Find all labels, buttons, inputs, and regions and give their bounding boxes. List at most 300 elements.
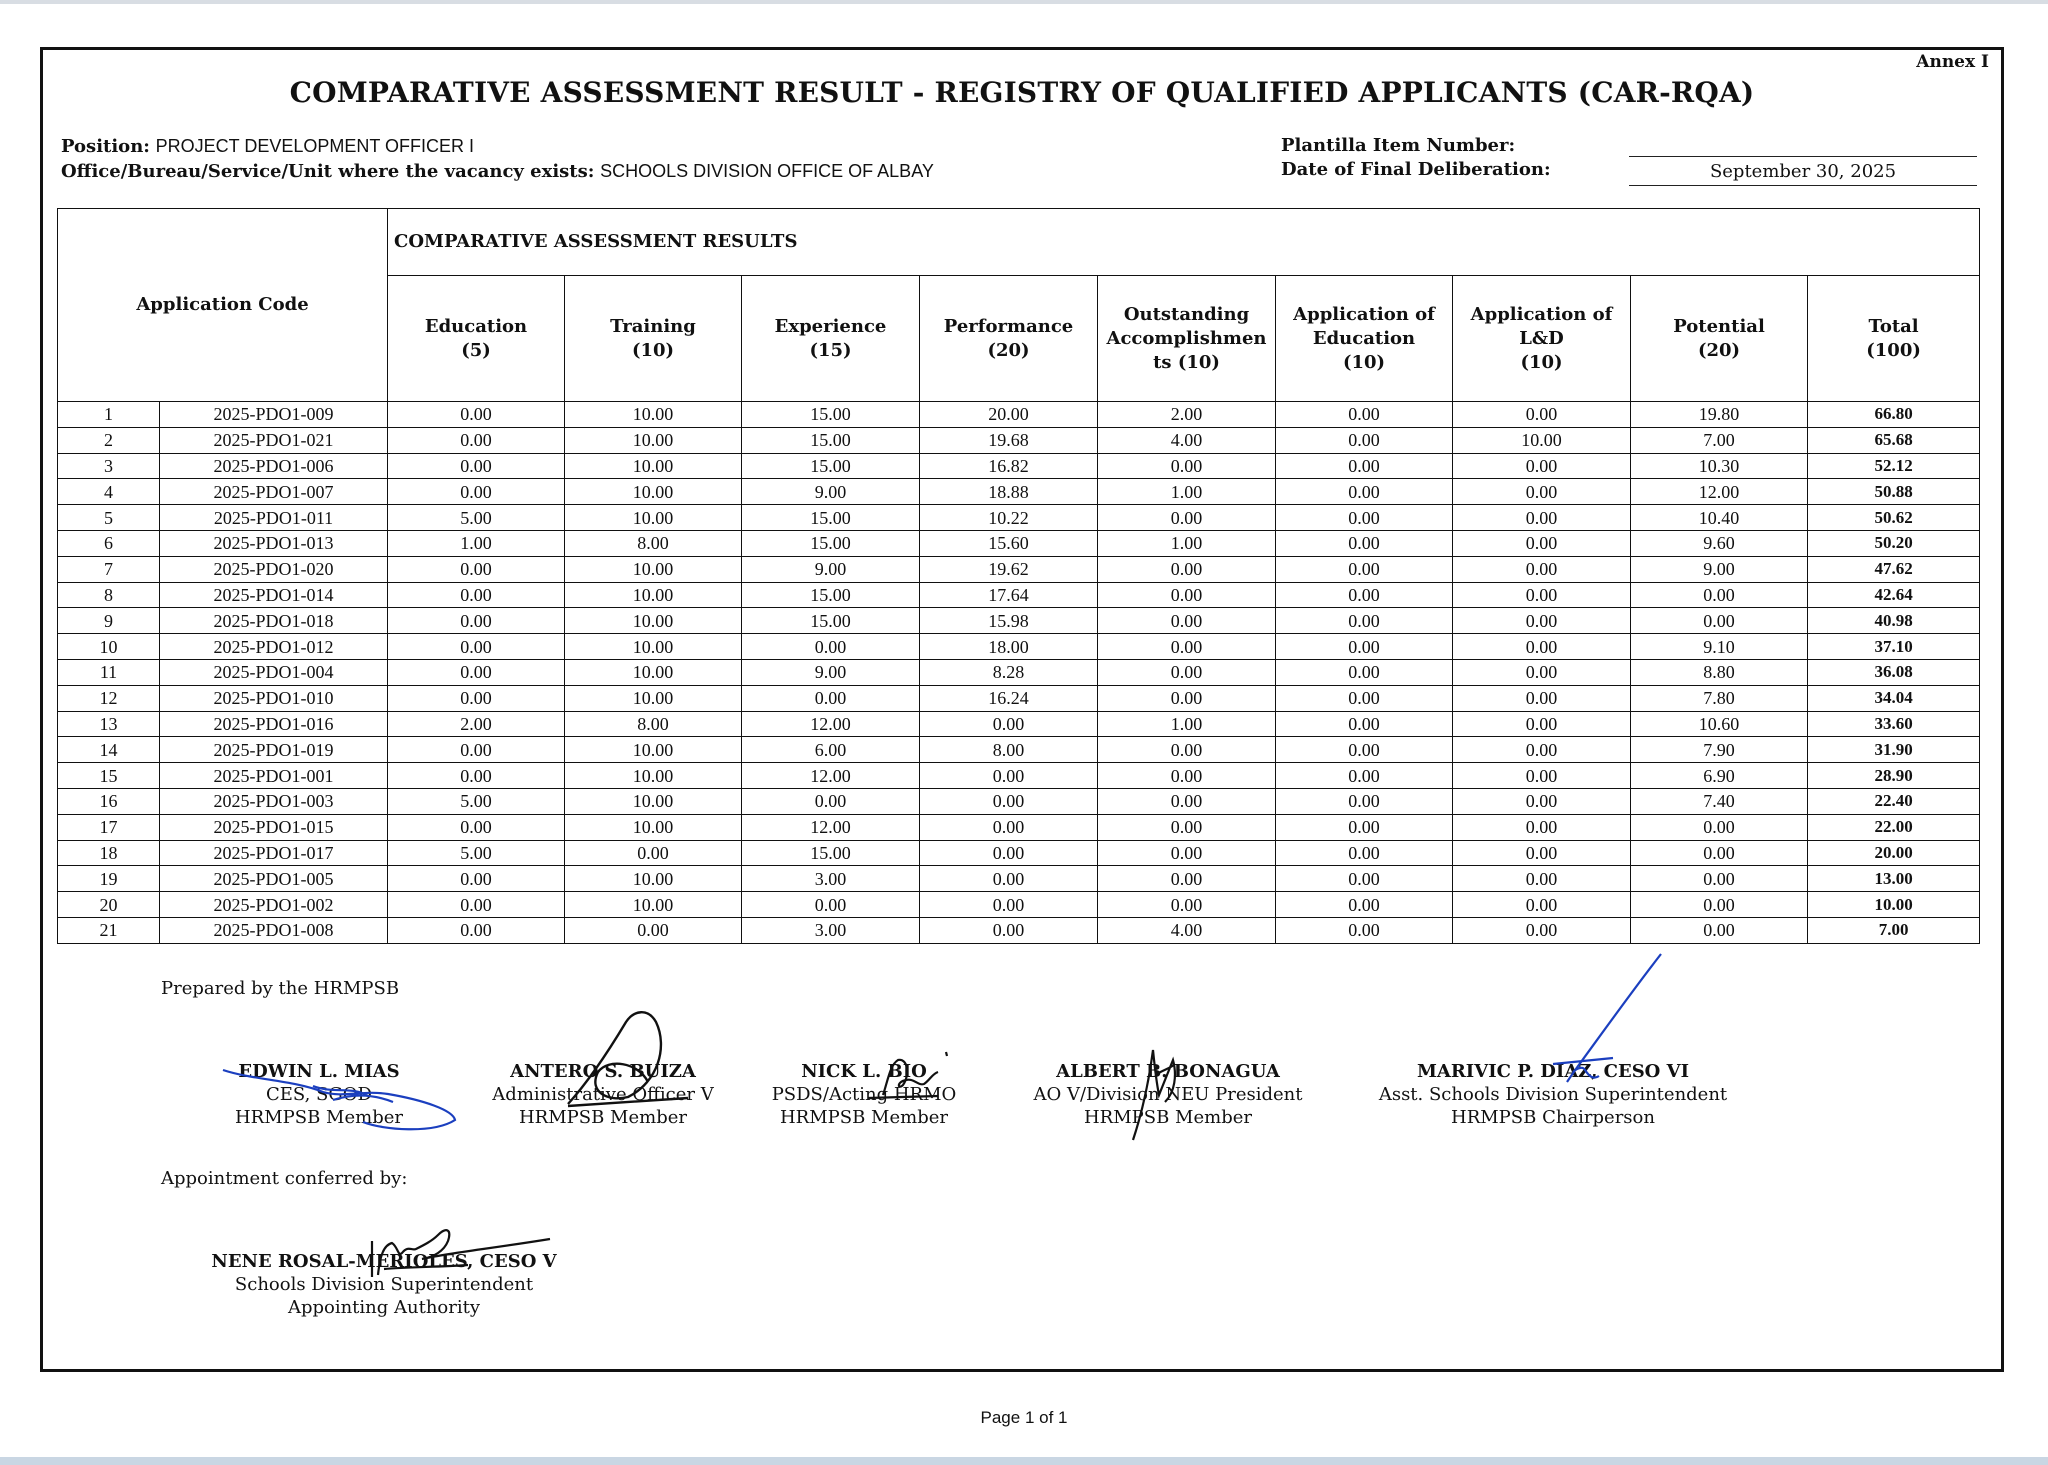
table-row	[58, 711, 1980, 737]
prepared-by-label: Prepared by the HRMPSB	[161, 978, 400, 999]
application-code-cell: 2025-PDO1-002	[160, 892, 388, 918]
score-cell: 0.00	[920, 711, 1098, 737]
score-cell: 10.00	[565, 556, 742, 582]
score-cell: 0.00	[1276, 402, 1453, 428]
score-cell: 9.00	[1631, 556, 1808, 582]
score-cell: 0.00	[920, 788, 1098, 814]
signatory-name: ANTERO S. BUIZA	[510, 1061, 696, 1082]
score-cell: 3.00	[742, 917, 920, 943]
rank-cell: 18	[58, 840, 160, 866]
total-cell: 10.00	[1808, 892, 1980, 918]
score-cell: 8.28	[920, 659, 1098, 685]
position-label: Position:	[61, 136, 150, 157]
score-cell: 0.00	[1098, 453, 1276, 479]
application-code-cell: 2025-PDO1-019	[160, 737, 388, 763]
total-cell: 31.90	[1808, 737, 1980, 763]
total-cell: 50.20	[1808, 530, 1980, 556]
score-cell: 8.00	[565, 711, 742, 737]
score-cell: 0.00	[388, 866, 565, 892]
rank-cell: 7	[58, 556, 160, 582]
deliberation-label: Date of Final Deliberation:	[1281, 159, 1551, 180]
column-header	[1631, 276, 1808, 402]
office-label: Office/Bureau/Service/Unit where the vacancy exists:	[61, 161, 595, 182]
score-cell: 0.00	[1276, 608, 1453, 634]
score-cell: 9.00	[742, 556, 920, 582]
table-row	[58, 530, 1980, 556]
total-cell: 36.08	[1808, 659, 1980, 685]
score-cell: 0.00	[1631, 866, 1808, 892]
authority-role: Appointing Authority	[287, 1297, 481, 1318]
document-frame	[40, 47, 2004, 1372]
score-cell: 0.00	[388, 402, 565, 428]
signature-bonagua	[1113, 1040, 1203, 1150]
score-cell: 0.00	[1631, 582, 1808, 608]
total-cell: 50.88	[1808, 479, 1980, 505]
score-cell: 7.40	[1631, 788, 1808, 814]
signatory-title: Administrative Officer V	[492, 1084, 714, 1105]
rank-cell: 19	[58, 866, 160, 892]
score-cell: 0.00	[565, 917, 742, 943]
column-header-line: ts (10)	[1153, 351, 1220, 373]
rank-cell: 4	[58, 479, 160, 505]
score-cell: 6.00	[742, 737, 920, 763]
score-cell: 18.88	[920, 479, 1098, 505]
score-cell: 15.60	[920, 530, 1098, 556]
score-cell: 10.00	[565, 866, 742, 892]
score-cell: 0.00	[1276, 685, 1453, 711]
score-cell: 4.00	[1098, 427, 1276, 453]
deliberation-value: September 30, 2025	[1629, 159, 1977, 186]
score-cell: 0.00	[1453, 737, 1631, 763]
score-cell: 0.00	[388, 582, 565, 608]
total-cell: 13.00	[1808, 866, 1980, 892]
column-header-line: Performance	[943, 315, 1074, 337]
score-cell: 0.00	[1098, 840, 1276, 866]
signature-mias	[193, 1050, 473, 1140]
score-cell: 0.00	[1098, 788, 1276, 814]
signatory-role: HRMPSB Member	[518, 1107, 687, 1128]
column-header-line: (10)	[1520, 351, 1563, 373]
column-header-line: Training	[610, 315, 696, 337]
signatory-title: PSDS/Acting HRMO	[771, 1084, 957, 1105]
score-cell: 10.00	[565, 634, 742, 660]
rank-cell: 20	[58, 892, 160, 918]
score-cell: 0.00	[388, 659, 565, 685]
score-cell: 0.00	[1276, 556, 1453, 582]
column-header-line: (5)	[461, 339, 491, 361]
rank-cell: 15	[58, 763, 160, 789]
conferred-by-label: Appointment conferred by:	[161, 1168, 408, 1189]
score-cell: 1.00	[1098, 479, 1276, 505]
column-header-line: (20)	[1697, 339, 1741, 361]
score-cell: 12.00	[742, 763, 920, 789]
score-cell: 6.90	[1631, 763, 1808, 789]
score-cell: 0.00	[1631, 814, 1808, 840]
application-code-cell: 2025-PDO1-009	[160, 402, 388, 428]
total-cell: 65.68	[1808, 427, 1980, 453]
application-code-cell: 2025-PDO1-011	[160, 505, 388, 531]
total-cell: 42.64	[1808, 582, 1980, 608]
score-cell: 0.00	[388, 763, 565, 789]
application-code-cell: 2025-PDO1-017	[160, 840, 388, 866]
column-header	[1098, 276, 1276, 402]
score-cell: 0.00	[388, 814, 565, 840]
score-cell: 0.00	[388, 427, 565, 453]
table-row	[58, 479, 1980, 505]
table-row	[58, 788, 1980, 814]
score-cell: 2.00	[1098, 402, 1276, 428]
score-cell: 0.00	[920, 892, 1098, 918]
header-right	[1281, 134, 1551, 182]
score-cell: 0.00	[1453, 479, 1631, 505]
score-cell: 12.00	[742, 711, 920, 737]
score-cell: 5.00	[388, 505, 565, 531]
score-cell: 16.82	[920, 453, 1098, 479]
signatory-role: HRMPSB Chairperson	[1451, 1107, 1655, 1128]
score-cell: 19.68	[920, 427, 1098, 453]
column-header-line: Application of	[1293, 303, 1435, 325]
score-cell: 0.00	[1276, 582, 1453, 608]
score-cell: 10.00	[565, 402, 742, 428]
rank-cell: 6	[58, 530, 160, 556]
score-cell: 15.98	[920, 608, 1098, 634]
table-row	[58, 917, 1980, 943]
score-cell: 10.60	[1631, 711, 1808, 737]
signatory-role: HRMPSB Member	[1083, 1107, 1252, 1128]
score-cell: 12.00	[1631, 479, 1808, 505]
column-header	[1808, 276, 1980, 402]
scan-bottom-edge	[0, 1457, 2048, 1465]
column-header-line: Experience	[774, 315, 887, 337]
column-header	[1276, 276, 1453, 402]
score-cell: 7.00	[1631, 427, 1808, 453]
score-cell: 0.00	[1631, 608, 1808, 634]
total-cell: 28.90	[1808, 763, 1980, 789]
score-cell: 0.00	[742, 634, 920, 660]
score-cell: 12.00	[742, 814, 920, 840]
score-cell: 0.00	[1276, 788, 1453, 814]
score-cell: 16.24	[920, 685, 1098, 711]
score-cell: 0.00	[1098, 608, 1276, 634]
total-cell: 52.12	[1808, 453, 1980, 479]
signatory-name: ALBERT B. BONAGUA	[1056, 1061, 1280, 1082]
score-cell: 1.00	[1098, 530, 1276, 556]
score-cell: 0.00	[1098, 737, 1276, 763]
score-cell: 0.00	[1098, 866, 1276, 892]
score-cell: 5.00	[388, 840, 565, 866]
plantilla-label: Plantilla Item Number:	[1281, 135, 1516, 156]
scan-top-edge	[0, 0, 2048, 4]
score-cell: 0.00	[1276, 427, 1453, 453]
rank-cell: 5	[58, 505, 160, 531]
score-cell: 15.00	[742, 608, 920, 634]
score-cell: 0.00	[920, 917, 1098, 943]
score-cell: 0.00	[1631, 840, 1808, 866]
score-cell: 0.00	[1453, 840, 1631, 866]
rank-cell: 21	[58, 917, 160, 943]
table-row	[58, 634, 1980, 660]
score-cell: 0.00	[1276, 866, 1453, 892]
total-cell: 33.60	[1808, 711, 1980, 737]
score-cell: 0.00	[1276, 453, 1453, 479]
score-cell: 10.00	[565, 582, 742, 608]
office-value: SCHOOLS DIVISION OFFICE OF ALBAY	[600, 161, 934, 181]
column-header-line: (20)	[987, 339, 1030, 361]
table-row	[58, 737, 1980, 763]
score-cell: 0.00	[1453, 866, 1631, 892]
score-cell: 15.00	[742, 453, 920, 479]
authority-title: Schools Division Superintendent	[234, 1274, 534, 1295]
column-header	[1453, 276, 1631, 402]
score-cell: 0.00	[388, 737, 565, 763]
total-cell: 34.04	[1808, 685, 1980, 711]
column-header-line: L&D	[1519, 327, 1564, 349]
score-cell: 10.22	[920, 505, 1098, 531]
rank-cell: 16	[58, 788, 160, 814]
score-cell: 3.00	[742, 866, 920, 892]
signature-bio	[848, 1050, 968, 1110]
table-row	[58, 659, 1980, 685]
score-cell: 5.00	[388, 788, 565, 814]
score-cell: 15.00	[742, 530, 920, 556]
table-row	[58, 556, 1980, 582]
score-cell: 0.00	[1098, 634, 1276, 660]
score-cell: 0.00	[742, 892, 920, 918]
column-header-line: Accomplishmen	[1106, 327, 1267, 349]
score-cell: 0.00	[1276, 479, 1453, 505]
score-cell: 9.10	[1631, 634, 1808, 660]
score-cell: 0.00	[1453, 453, 1631, 479]
score-cell: 1.00	[1098, 711, 1276, 737]
score-cell: 0.00	[1098, 582, 1276, 608]
application-code-cell: 2025-PDO1-001	[160, 763, 388, 789]
table-row	[58, 402, 1980, 428]
score-cell: 10.00	[565, 814, 742, 840]
application-code-cell: 2025-PDO1-005	[160, 866, 388, 892]
score-cell: 0.00	[1453, 659, 1631, 685]
total-cell: 47.62	[1808, 556, 1980, 582]
score-cell: 10.00	[565, 453, 742, 479]
score-cell: 0.00	[1276, 814, 1453, 840]
results-header: COMPARATIVE ASSESSMENT RESULTS	[388, 209, 1980, 276]
column-header-line: (15)	[809, 339, 852, 361]
score-cell: 10.00	[565, 685, 742, 711]
application-code-cell: 2025-PDO1-014	[160, 582, 388, 608]
score-cell: 15.00	[742, 427, 920, 453]
annex-label: Annex I	[1916, 52, 1989, 72]
application-code-cell: 2025-PDO1-015	[160, 814, 388, 840]
score-cell: 0.00	[1631, 917, 1808, 943]
score-cell: 0.00	[1276, 634, 1453, 660]
signatory-role: HRMPSB Member	[779, 1107, 948, 1128]
table-row	[58, 892, 1980, 918]
score-cell: 0.00	[1453, 788, 1631, 814]
application-code-cell: 2025-PDO1-007	[160, 479, 388, 505]
score-cell: 0.00	[1276, 892, 1453, 918]
rank-cell: 1	[58, 402, 160, 428]
score-cell: 0.00	[742, 685, 920, 711]
score-cell: 7.90	[1631, 737, 1808, 763]
score-cell: 0.00	[1453, 556, 1631, 582]
column-header	[742, 276, 920, 402]
signatory-name: NICK L. BIO	[801, 1061, 927, 1082]
score-cell: 1.00	[388, 530, 565, 556]
score-cell: 8.00	[920, 737, 1098, 763]
column-header-line: (100)	[1866, 339, 1921, 361]
rank-cell: 3	[58, 453, 160, 479]
score-cell: 0.00	[1098, 814, 1276, 840]
application-code-cell: 2025-PDO1-016	[160, 711, 388, 737]
rank-cell: 9	[58, 608, 160, 634]
score-cell: 0.00	[388, 453, 565, 479]
score-cell: 0.00	[1453, 608, 1631, 634]
score-cell: 10.00	[565, 427, 742, 453]
total-cell: 66.80	[1808, 402, 1980, 428]
score-cell: 0.00	[1276, 763, 1453, 789]
score-cell: 15.00	[742, 840, 920, 866]
table-row	[58, 840, 1980, 866]
rank-cell: 8	[58, 582, 160, 608]
score-cell: 9.00	[742, 479, 920, 505]
total-cell: 22.40	[1808, 788, 1980, 814]
score-cell: 8.00	[565, 530, 742, 556]
column-header-line: Application of	[1470, 303, 1613, 325]
score-cell: 0.00	[388, 917, 565, 943]
application-code-cell: 2025-PDO1-020	[160, 556, 388, 582]
table-row	[58, 505, 1980, 531]
column-header-line: Potential	[1673, 315, 1765, 337]
plantilla-value	[1629, 156, 1977, 157]
signature-merioles	[328, 1205, 588, 1285]
table-row	[58, 453, 1980, 479]
column-header-line: Education	[1312, 327, 1416, 349]
score-cell: 0.00	[388, 892, 565, 918]
table-row	[58, 427, 1980, 453]
score-cell: 0.00	[920, 763, 1098, 789]
score-cell: 0.00	[1276, 659, 1453, 685]
rank-cell: 10	[58, 634, 160, 660]
application-code-cell: 2025-PDO1-008	[160, 917, 388, 943]
column-header-line: Outstanding	[1123, 303, 1250, 325]
score-cell: 0.00	[1453, 685, 1631, 711]
score-cell: 0.00	[1453, 402, 1631, 428]
score-cell: 0.00	[1453, 917, 1631, 943]
score-cell: 19.80	[1631, 402, 1808, 428]
table-row	[58, 582, 1980, 608]
score-cell: 0.00	[742, 788, 920, 814]
score-cell: 0.00	[388, 479, 565, 505]
column-header-line: Education	[424, 315, 528, 337]
score-cell: 10.00	[565, 479, 742, 505]
score-cell: 0.00	[1276, 505, 1453, 531]
signature-diaz	[1513, 950, 1683, 1090]
column-header-line: (10)	[1342, 351, 1386, 373]
column-header	[388, 276, 565, 402]
score-cell: 0.00	[388, 608, 565, 634]
score-cell: 0.00	[1276, 530, 1453, 556]
application-code-cell: 2025-PDO1-021	[160, 427, 388, 453]
column-header	[920, 276, 1098, 402]
score-cell: 7.80	[1631, 685, 1808, 711]
score-cell: 10.40	[1631, 505, 1808, 531]
total-cell: 20.00	[1808, 840, 1980, 866]
score-cell: 0.00	[1098, 763, 1276, 789]
score-cell: 2.00	[388, 711, 565, 737]
score-cell: 0.00	[1453, 892, 1631, 918]
score-cell: 8.80	[1631, 659, 1808, 685]
column-header-line: (10)	[631, 339, 675, 361]
signatory-title: CES, SGOD	[266, 1084, 372, 1105]
score-cell: 0.00	[1276, 840, 1453, 866]
signatory-name: EDWIN L. MIAS	[238, 1061, 400, 1082]
column-header	[565, 276, 742, 402]
score-cell: 15.00	[742, 505, 920, 531]
header-left	[61, 134, 934, 184]
application-code-cell: 2025-PDO1-012	[160, 634, 388, 660]
rank-cell: 2	[58, 427, 160, 453]
score-cell: 10.00	[565, 737, 742, 763]
score-cell: 10.30	[1631, 453, 1808, 479]
score-cell: 0.00	[388, 634, 565, 660]
total-cell: 40.98	[1808, 608, 1980, 634]
score-cell: 20.00	[920, 402, 1098, 428]
score-cell: 15.00	[742, 402, 920, 428]
score-cell: 10.00	[565, 659, 742, 685]
score-cell: 9.00	[742, 659, 920, 685]
score-cell: 0.00	[1098, 659, 1276, 685]
table-row	[58, 814, 1980, 840]
authority-name: NENE ROSAL-MERIOLES, CESO V	[211, 1251, 557, 1272]
total-cell: 37.10	[1808, 634, 1980, 660]
score-cell: 0.00	[920, 814, 1098, 840]
score-cell: 0.00	[1098, 685, 1276, 711]
table-row	[58, 763, 1980, 789]
score-cell: 0.00	[1631, 892, 1808, 918]
signatory-title: Asst. Schools Division Superintendent	[1378, 1084, 1728, 1105]
application-code-cell: 2025-PDO1-003	[160, 788, 388, 814]
total-cell: 50.62	[1808, 505, 1980, 531]
score-cell: 10.00	[565, 608, 742, 634]
score-cell: 0.00	[565, 840, 742, 866]
score-cell: 0.00	[1276, 917, 1453, 943]
table-row	[58, 608, 1980, 634]
score-cell: 0.00	[1453, 505, 1631, 531]
rank-cell: 11	[58, 659, 160, 685]
rank-cell: 17	[58, 814, 160, 840]
score-cell: 4.00	[1098, 917, 1276, 943]
total-cell: 22.00	[1808, 814, 1980, 840]
document-title: COMPARATIVE ASSESSMENT RESULT - REGISTRY OF QUALIFIED APPLICANTS (CAR-RQA)	[289, 76, 1755, 109]
application-code-cell: 2025-PDO1-018	[160, 608, 388, 634]
score-cell: 0.00	[920, 866, 1098, 892]
score-cell: 0.00	[388, 556, 565, 582]
signature-buiza	[548, 1002, 718, 1112]
application-code-cell: 2025-PDO1-013	[160, 530, 388, 556]
rank-cell: 12	[58, 685, 160, 711]
table-row	[58, 866, 1980, 892]
score-cell: 0.00	[1276, 711, 1453, 737]
signatory-title: AO V/Division NEU President	[1033, 1084, 1303, 1105]
score-cell: 0.00	[1453, 634, 1631, 660]
score-cell: 0.00	[1098, 505, 1276, 531]
score-cell: 0.00	[1276, 737, 1453, 763]
application-code-header: Application Code	[58, 209, 388, 402]
score-cell: 0.00	[1453, 814, 1631, 840]
score-cell: 19.62	[920, 556, 1098, 582]
score-cell: 0.00	[1098, 892, 1276, 918]
rank-cell: 13	[58, 711, 160, 737]
score-cell: 0.00	[1453, 582, 1631, 608]
